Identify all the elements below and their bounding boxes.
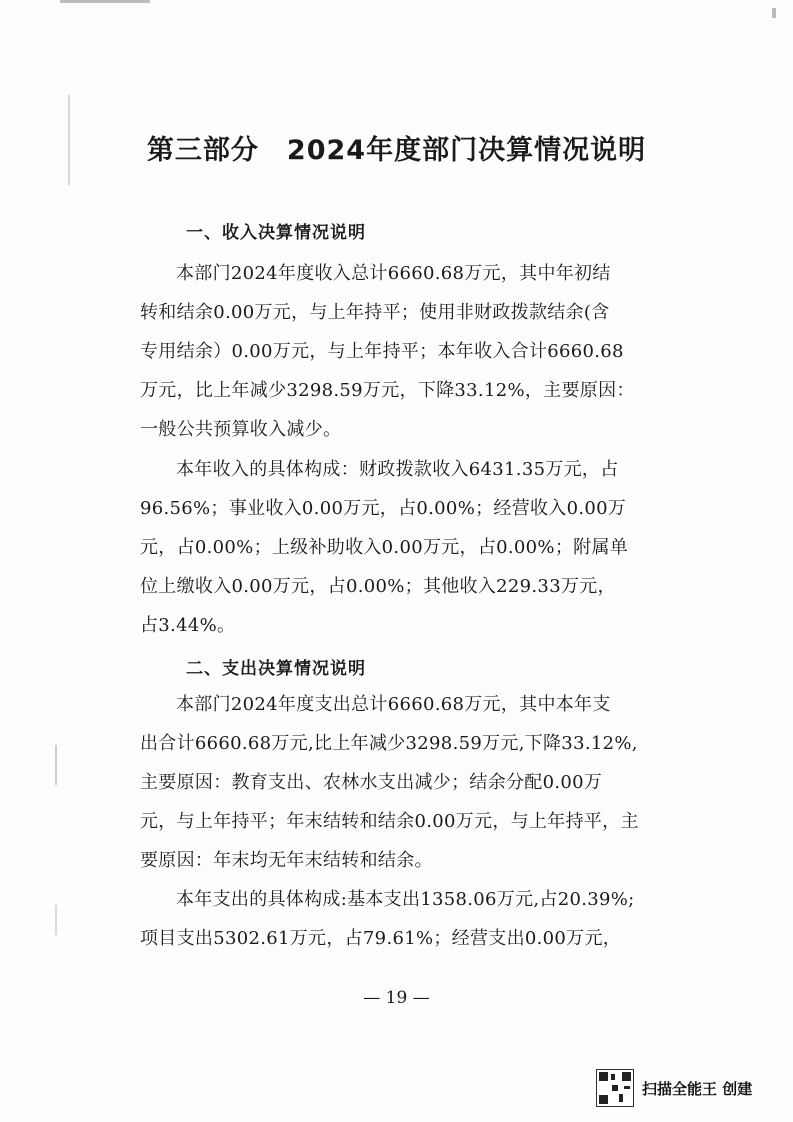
page-title: 第三部分 2024年度部门决算情况说明 (146, 135, 647, 166)
text-line: 出合计6660.68万元,比上年减少3298.59万元,下降33.12%, (140, 733, 638, 754)
text-line: 元，与上年持平；年末结转和结余0.00万元，与上年持平，主 (140, 811, 639, 832)
watermark-text: 扫描全能王 创建 (642, 1079, 753, 1098)
scan-artifact (772, 8, 776, 18)
text-line: 转和结余0.00万元，与上年持平；使用非财政拨款结余(含 (140, 302, 610, 323)
text-line: 主要原因：教育支出、农林水支出减少；结余分配0.00万 (140, 772, 603, 793)
page-number: — 19 — (363, 988, 430, 1008)
text-line: 本部门2024年度收入总计6660.68万元，其中年初结 (176, 263, 611, 284)
text-line: 位上缴收入0.00万元，占0.00%；其他收入229.33万元， (140, 576, 616, 597)
scan-artifact (60, 0, 150, 3)
scan-artifact (55, 745, 57, 785)
text-line: 要原因：年末均无年末结转和结余。 (140, 850, 433, 871)
scan-artifact (55, 905, 57, 935)
scanner-watermark (596, 1068, 752, 1108)
text-line: 本年收入的具体构成：财政拨款收入6431.35万元，占 (176, 459, 619, 480)
text-line: 一般公共预算收入减少。 (140, 419, 342, 440)
section-heading-income: 一、收入决算情况说明 (186, 223, 366, 243)
income-summary-paragraph (140, 254, 660, 449)
expenditure-summary-paragraph (140, 685, 660, 880)
qr-code-icon (596, 1069, 634, 1107)
text-line: 项目支出5302.61万元，占79.61%；经营支出0.00万元， (140, 928, 622, 949)
text-line: 本部门2024年度支出总计6660.68万元，其中本年支 (176, 694, 611, 715)
text-line: 元，占0.00%；上级补助收入0.00万元，占0.00%；附属单 (140, 537, 629, 558)
text-line: 万元，比上年减少3298.59万元，下降33.12%，主要原因： (140, 380, 635, 401)
text-line: 96.56%；事业收入0.00万元，占0.00%；经营收入0.00万 (140, 498, 627, 519)
section-heading-expenditure: 二、支出决算情况说明 (186, 659, 366, 679)
text-line: 专用结余）0.00万元，与上年持平；本年收入合计6660.68 (140, 341, 624, 362)
text-line: 本年支出的具体构成:基本支出1358.06万元,占20.39%; (176, 889, 635, 910)
income-composition-paragraph (140, 450, 660, 645)
expenditure-composition-paragraph (140, 880, 660, 958)
text-line: 占3.44%。 (140, 615, 236, 636)
